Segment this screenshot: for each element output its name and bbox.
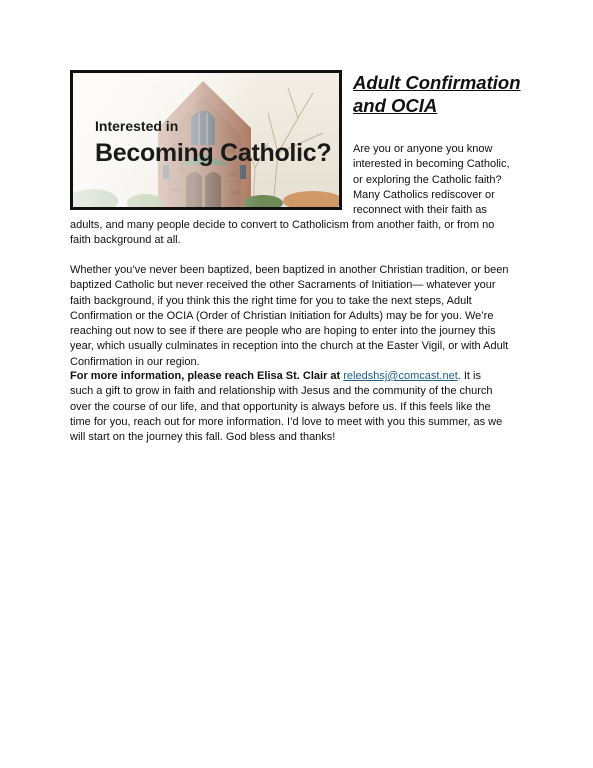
text-line: will start on the journey this fall. God bless and thanks!	[70, 431, 336, 444]
church-photo-banner	[70, 70, 342, 210]
text-line: adults, and many people decide to convert to Catholicism from another faith, or from no	[70, 219, 495, 231]
title-line: Adult Confirmation	[353, 72, 521, 93]
text-line: year, which usually culminates in reception into the church at the Easter Vigil, or with Adult	[70, 340, 509, 353]
text-line: faith background at all.	[70, 234, 181, 247]
text-line: Confirmation in our region.	[70, 355, 200, 368]
text-line: Confirmation or the OCIA (Order of Christian Initiation for Adults) may be for you. We’re	[70, 309, 494, 322]
intro-side-text	[353, 142, 538, 218]
text-line: Whether you’ve never been baptized, been baptized in another Christian tradition, or been	[70, 264, 509, 276]
text-line: such a gift to grow in faith and relationship with Jesus and the community of the church	[70, 385, 493, 398]
text-line: faith background, if you think this the right time for you to take the next steps, Adult	[70, 294, 472, 307]
page-title	[353, 71, 553, 117]
contact-line	[70, 369, 530, 384]
text-line: over the course of our life, and that opportunity is always before us. If this feels like the	[70, 400, 491, 413]
paragraph-contact	[70, 369, 530, 445]
text-line: Are you or anyone you know	[353, 143, 493, 155]
contact-lead: For more information, please reach Elisa St. Clair at	[70, 370, 341, 382]
text-line: interested in becoming Catholic,	[353, 158, 510, 171]
paragraph-sacraments	[70, 263, 530, 370]
text-line: reconnect with their faith as	[353, 204, 487, 217]
intro-full-text	[70, 218, 530, 249]
text-line: Many Catholics rediscover or	[353, 188, 495, 201]
text-line: baptized Catholic but never received the other Sacraments of Initiation— whatever your	[70, 279, 496, 292]
contact-tail: . It is	[457, 370, 481, 382]
hero-heading: Becoming Catholic?	[95, 139, 332, 167]
email-link[interactable]: reledshsj@comcast.net	[343, 370, 458, 382]
text-line: reaching out now to see if there are people who are hoping to enter into the journey this	[70, 325, 496, 338]
hero-subheading: Interested in	[95, 118, 179, 134]
title-line: and OCIA	[353, 95, 438, 116]
text-line: or exploring the Catholic faith?	[353, 173, 502, 186]
text-line: time for you, reach out for more information. I’d love to meet with you this summer, as we	[70, 415, 503, 428]
